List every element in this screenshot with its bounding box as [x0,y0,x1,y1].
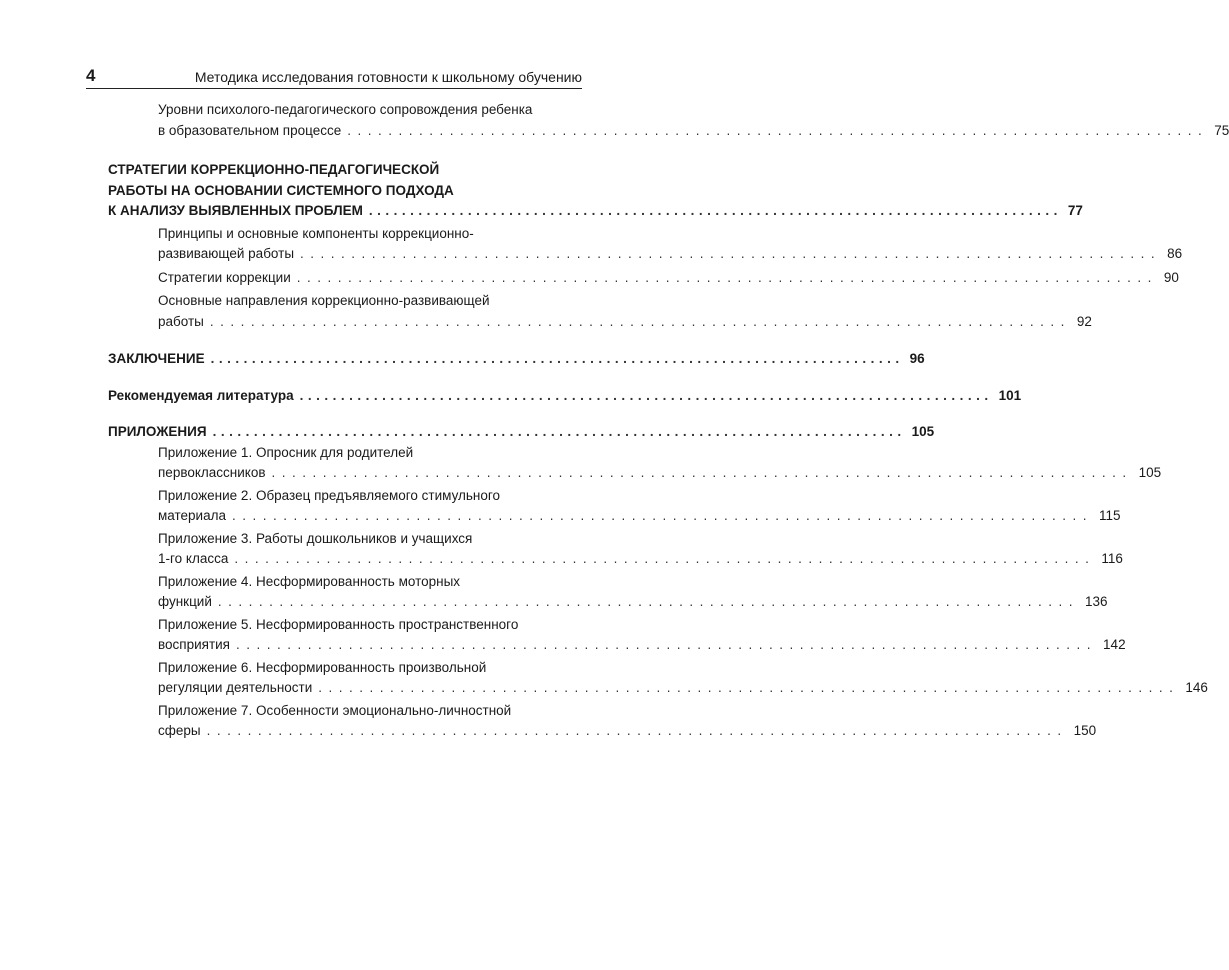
toc-page-number: 101 [998,387,1022,403]
page-header [86,66,582,89]
toc-page-number: 86 [1167,246,1183,261]
toc-entry-title-line: Рекомендуемая литература [108,387,294,403]
toc-entry-title-line: Основные направления коррекционно-развивающей [158,293,490,308]
toc-entry-levels-support [158,100,1229,141]
toc-entry-appendices [108,422,935,443]
toc-entry-title-line: Приложение 5. Несформированность пространственного [158,616,519,632]
dot-leader: .................................................................................... [234,551,1096,566]
toc-entry-title-line: Приложение 6. Несформированность произвольной [158,659,487,675]
toc-entry-title-line: регуляции деятельности [158,680,313,695]
dot-leader: .................................................................................... [210,351,904,366]
running-title: Методика исследования готовности к школьному обучению [194,69,582,85]
toc-entry-appendix-3 [158,529,1123,570]
toc-entry-title-line: Приложение 7. Особенности эмоционально-личностной [158,702,512,718]
dot-leader: .................................................................................... [206,723,1068,738]
toc-page-number: 146 [1185,680,1208,695]
toc-entry-principles [158,224,1183,265]
toc-entry-title-line: первоклассников [158,465,266,480]
toc-entry-title-line: СТРАТЕГИИ КОРРЕКЦИОННО-ПЕДАГОГИЧЕСКОЙ [108,162,440,177]
toc-entry-correction-strategies [158,268,1179,289]
toc-page-number: 115 [1099,508,1121,523]
toc-entry-appendix-5 [158,615,1126,656]
dot-leader: .................................................................................... [347,122,1209,138]
dot-leader: .................................................................................... [209,313,1071,329]
toc-entry-title-line: Приложение 2. Образец предъявляемого стимульного [158,487,501,503]
dot-leader: .................................................................................... [212,424,906,439]
toc-entry-appendix-7 [158,701,1097,742]
toc-entry-title-line: сферы [158,723,201,738]
toc-page-number: 96 [909,351,925,366]
toc-entry-appendix-2 [158,486,1121,527]
toc-page-number: 150 [1073,723,1097,738]
toc-entry-title-line: РАБОТЫ НА ОСНОВАНИИ СИСТЕМНОГО ПОДХОДА [108,182,454,198]
toc-entry-title-line: К АНАЛИЗУ ВЫЯВЛЕННЫХ ПРОБЛЕМ [108,203,363,218]
toc-page-number: 136 [1084,594,1108,609]
toc-entry-title-line: Уровни психолого-педагогического сопровождения ребенка [158,102,533,117]
dot-leader: .................................................................................... [271,465,1133,480]
toc-entry-appendix-1 [158,443,1162,484]
dot-leader: .................................................................................... [368,203,1062,218]
toc-page-number: 116 [1101,551,1123,566]
toc-entry-title-line: в образовательном процессе [158,122,342,138]
toc-entry-title-line: Приложение 3. Работы дошкольников и учащихся [158,530,473,546]
toc-page-number: 90 [1163,269,1179,285]
toc-page-number: 105 [911,424,935,439]
toc-entry-conclusion [108,349,925,370]
toc-entry-title-line: развивающей работы [158,246,295,261]
toc-entry-title-line: Приложение 4. Несформированность моторных [158,573,461,589]
toc-page-number: 142 [1103,637,1126,652]
toc-entry-title-line: 1-го класса [158,551,229,566]
dot-leader: .................................................................................... [299,387,993,403]
toc-entry-appendix-4 [158,572,1108,613]
table-of-contents [108,100,1229,742]
toc-page-number: 75 [1214,122,1229,138]
dot-leader: .................................................................................... [231,508,1094,523]
toc-entry-strategies [108,160,1083,222]
toc-entry-literature [108,386,1022,407]
dot-leader: .................................................................................... [300,246,1162,261]
toc-entry-title-line: ЗАКЛЮЧЕНИЕ [108,351,205,366]
dot-leader: .................................................................................... [235,637,1098,652]
toc-page-number: 92 [1076,313,1092,329]
toc-entry-title-line: Принципы и основные компоненты коррекционно- [158,225,474,241]
toc-entry-title-line: материала [158,508,226,523]
toc-entry-title-line: Приложение 1. Опросник для родителей [158,444,414,460]
toc-entry-title-line: ПРИЛОЖЕНИЯ [108,424,207,439]
toc-entry-directions [158,291,1092,332]
toc-entry-title-line: восприятия [158,637,230,652]
toc-entry-title-line: Стратегии коррекции [158,269,291,285]
toc-page-number: 77 [1067,203,1083,218]
toc-entry-title-line: работы [158,313,204,329]
dot-leader: .................................................................................... [217,594,1079,609]
toc-entry-appendix-6 [158,658,1208,699]
dot-leader: .................................................................................... [296,269,1158,285]
page-number: 4 [86,66,96,85]
toc-page-number: 105 [1138,465,1162,480]
dot-leader: .................................................................................... [318,680,1180,695]
toc-entry-title-line: функций [158,594,212,609]
